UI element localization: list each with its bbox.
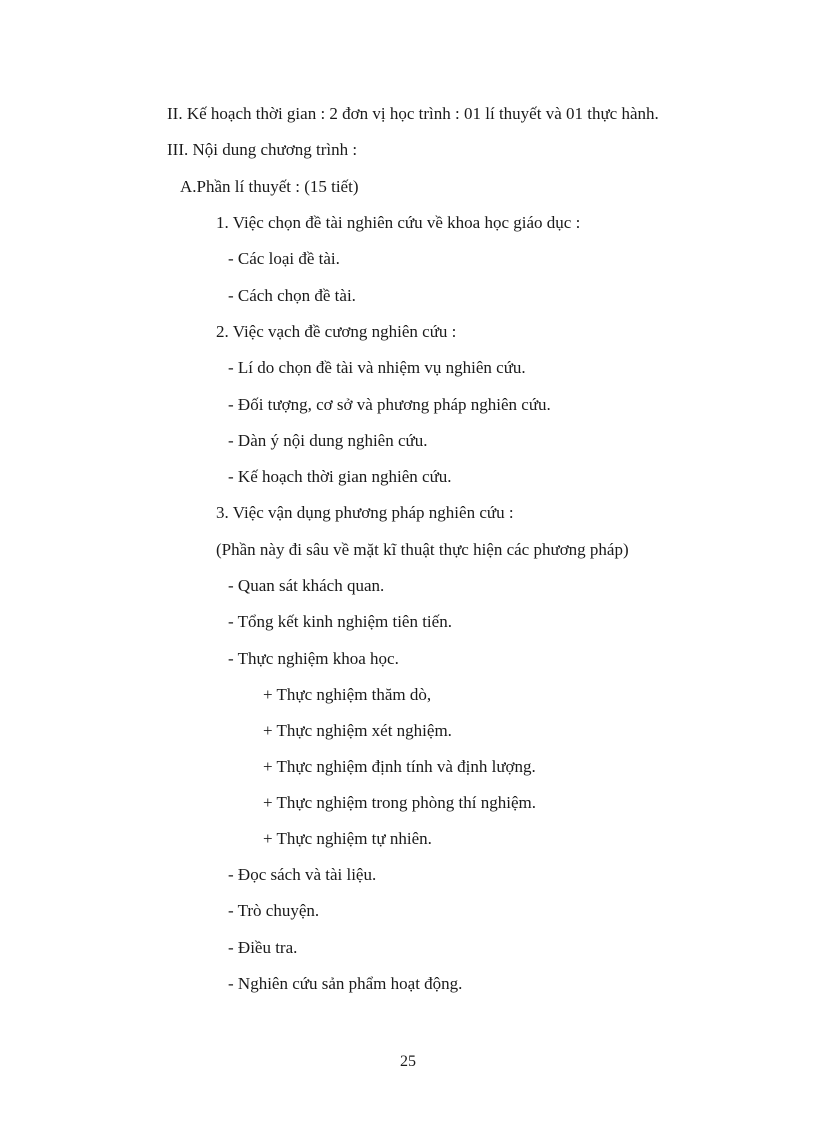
page-number: 25 (400, 1053, 416, 1070)
sub-list-item: + Thực nghiệm định tính và định lượng. (263, 757, 536, 776)
list-item: - Đọc sách và tài liệu. (228, 865, 377, 884)
list-item: - Tổng kết kinh nghiệm tiên tiến. (228, 612, 452, 631)
list-item: - Kế hoạch thời gian nghiên cứu. (228, 467, 452, 486)
topic3-note: (Phần này đi sâu về mặt kĩ thuật thực hiện các phương pháp) (216, 540, 629, 559)
list-item: - Lí do chọn đề tài và nhiệm vụ nghiên cứu. (228, 358, 526, 377)
section-theory: A.Phần lí thuyết : (15 tiết) (180, 177, 359, 196)
list-item: - Dàn ý nội dung nghiên cứu. (228, 431, 428, 450)
list-item: - Các loại đề tài. (228, 249, 340, 268)
topic2-heading: 2. Việc vạch đề cương nghiên cứu : (216, 322, 457, 341)
sub-list-item: + Thực nghiệm trong phòng thí nghiệm. (263, 793, 536, 812)
list-item: - Thực nghiệm khoa học. (228, 649, 399, 668)
list-item: - Đối tượng, cơ sở và phương pháp nghiên cứu. (228, 395, 551, 414)
topic1-heading: 1. Việc chọn đề tài nghiên cứu về khoa học giáo dục : (216, 213, 581, 232)
sub-list-item: + Thực nghiệm thăm dò, (263, 685, 432, 704)
section-plan: II. Kế hoạch thời gian : 2 đơn vị học trình : 01 lí thuyết và 01 thực hành. (167, 104, 659, 123)
list-item: - Nghiên cứu sản phẩm hoạt động. (228, 974, 463, 993)
sub-list-item: + Thực nghiệm tự nhiên. (263, 829, 432, 848)
list-item: - Quan sát khách quan. (228, 576, 385, 595)
sub-list-item: + Thực nghiệm xét nghiệm. (263, 721, 452, 740)
section-content: III. Nội dung chương trình : (167, 140, 358, 159)
list-item: - Điều tra. (228, 938, 298, 957)
topic3-heading: 3. Việc vận dụng phương pháp nghiên cứu : (216, 503, 514, 522)
list-item: - Trò chuyện. (228, 901, 320, 920)
list-item: - Cách chọn đề tài. (228, 286, 356, 305)
